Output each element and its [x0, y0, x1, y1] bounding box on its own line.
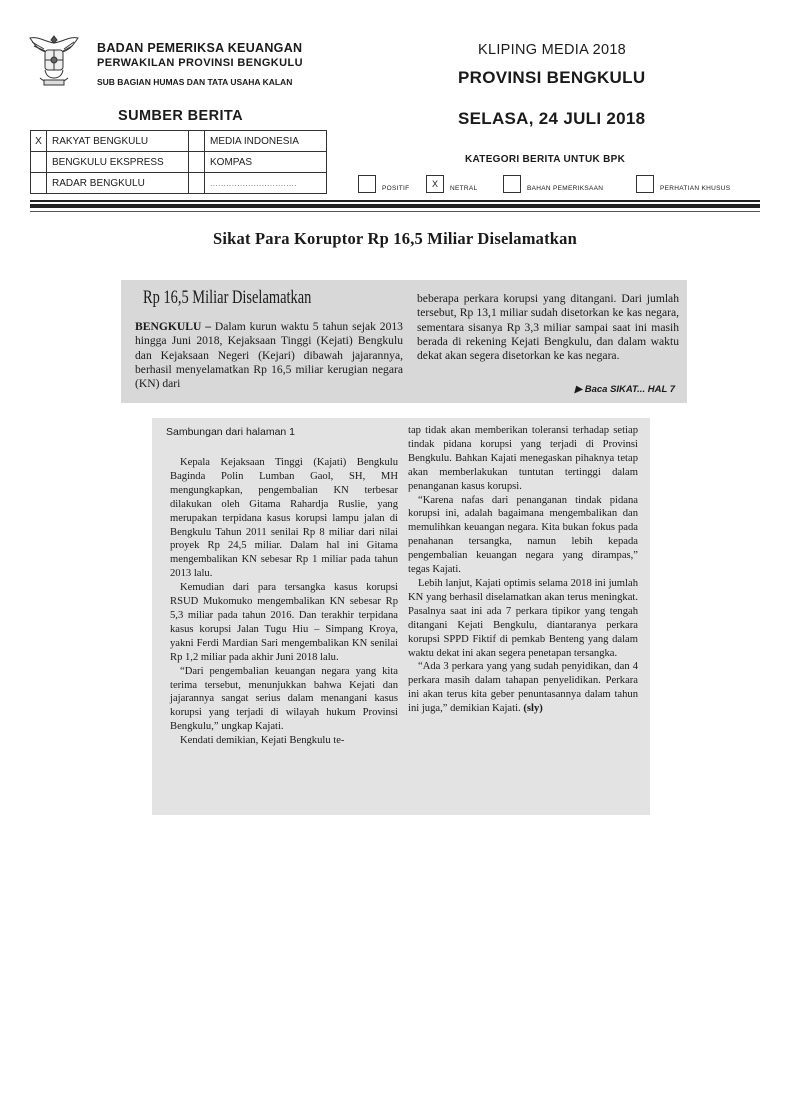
category-checkbox[interactable]: [358, 175, 376, 193]
province-title: PROVINSI BENGKULU: [458, 68, 646, 87]
source-checkbox[interactable]: X: [31, 131, 47, 152]
paragraph: Kendati demikian, Kejati Bengkulu te-: [180, 735, 345, 747]
category-label: NETRAL: [450, 185, 478, 192]
category-checkbox[interactable]: X: [426, 175, 444, 193]
front-page-clipping: [121, 280, 687, 403]
header-divider: [30, 200, 760, 202]
paragraph: Lebih lanjut, Kajati optimis selama 2018 ini jumlah KN yang berhasil diselamatkan akan terus meningkat. Pasalnya saat ini ada 7 perkara tipikor yang tengah ditangani Kejati Bengkulu, diantaranya perkara korupsi SPPD Fiktif di pemkab Benteng yang dalam waktu dekat ini akan segera penetapan tersangka.: [408, 577, 638, 659]
category-label: BAHAN PEMERIKSAAN: [527, 185, 604, 192]
category-checkbox[interactable]: [636, 175, 654, 193]
source-other-blank[interactable]: ................................: [205, 173, 327, 194]
clipping-column: [170, 456, 398, 748]
source-name: RADAR BENGKULU: [47, 173, 189, 194]
article-headline: Sikat Para Koruptor Rp 16,5 Miliar Diselamatkan: [212, 229, 577, 248]
source-checkbox[interactable]: [189, 152, 205, 173]
continued-on-text: Baca SIKAT... HAL 7: [584, 384, 675, 395]
paragraph: Kepala Kejaksaan Tinggi (Kajati) Bengkulu Baginda Polin Lumban Gaol, SH, MH mengungkapkan, pengembalian KN terbesar dilakukan oleh Gitama Rahardja Ruslie, yang merupakan terpidana kasus korupsi lampu jalan di Bengkulu Tahun 2011 senilai Rp 8 miliar dari nilai proyek Rp 24,5 miliar. Dalam hal ini Gitama mengembalikan KN sebesar Rp 1 miliar pada tahun 2013 lalu.: [170, 457, 398, 580]
paragraph: [408, 660, 638, 716]
continuation-clipping: [152, 418, 650, 815]
category-label: POSITIF: [382, 185, 410, 192]
source-name: RAKYAT BENGKULU: [47, 131, 189, 152]
continued-on-link: ▶ Baca SIKAT... HAL 7: [574, 384, 675, 395]
sources-table: [30, 130, 327, 194]
category-item-positif[interactable]: [358, 175, 409, 193]
paragraph: tap tidak akan memberikan toleransi terhadap setiap tindak pidana korupsi yang terjadi di Provinsi Bengkulu. Bahkan Kajati menegaskan pihaknya tetap akan memberlakukan tuntutan tertinggi dalam penanganan kasus korupsi.: [408, 425, 638, 492]
paragraph: “Dari pengembalian keuangan negara yang kita terima tersebut, menunjukkan bahwa Kejati dan jajarannya sangat serius dalam menangani kasus korupsi yang terjadi di wilayah hukum Provinsi Bengkulu,” ungkap Kajati.: [170, 665, 398, 733]
source-name: BENGKULU EKSPRESS: [47, 152, 189, 173]
paragraph: “Karena nafas dari penanganan tindak pidana korupsi ini, adalah bagaimana mengembalikan dan memulihkan keuangan negara. Kita bukan fokus pada penahanan tersangka, namun lebih kepada pengembalian keuangan negara yang dirampas,” tegas Kajati.: [408, 494, 638, 576]
source-checkbox[interactable]: [189, 173, 205, 194]
kliping-title: KLIPING MEDIA 2018: [478, 42, 627, 58]
source-checkbox[interactable]: [31, 173, 47, 194]
continued-from-label: Sambungan dari halaman 1: [166, 426, 296, 438]
paragraph: Kemudian dari para tersangka kasus korupsi RSUD Mukomuko mengembalikan KN sebesar Rp 5,3 miliar pada tahun 2016. Dan terakhir terpidana kasus korupsi Jalan Tugu Hiu – Simpang Kroya, yakni Ferdi Mardian Sari mengembalikan KN senilai Rp 1,2 miliar pada akhir Juni 2018 lalu.: [170, 582, 398, 663]
source-name: MEDIA INDONESIA: [205, 131, 327, 152]
source-row: [31, 131, 327, 152]
sources-title: SUMBER BERITA: [118, 108, 243, 124]
org-branch: PERWAKILAN PROVINSI BENGKULU: [97, 57, 303, 69]
paragraph-text: “Ada 3 perkara yang yang sudah penyidikan, dan 4 perkara masih dalam tahapan penyelidikan. Perkara ini akan terus kita geber penuntasannya dalam tahun ini juga,” demikian Kajati.: [408, 661, 638, 715]
category-label: PERHATIAN KHUSUS: [660, 185, 731, 192]
clipping-date: SELASA, 24 JULI 2018: [458, 109, 646, 128]
clipping-column: [408, 424, 638, 716]
clipping-column: [135, 320, 403, 391]
header-divider: [30, 204, 760, 208]
source-name: KOMPAS: [205, 152, 327, 173]
clipping-column: beberapa perkara korupsi yang ditangani. Dari jumlah tersebut, Rp 13,1 miliar sudah disetorkan ke kas negara, sementara sisanya Rp 3,3 miliar sampai saat ini masih berada di rekening Kejati Bengkulu, dan dalam waktu dekat akan segera disetorkan ke kas negara.: [417, 292, 679, 363]
clipping-kicker: Rp 16,5 Miliar Diselamatkan: [143, 288, 312, 308]
author-initials: (sly): [523, 703, 543, 715]
category-item-netral[interactable]: [426, 175, 477, 193]
source-row: [31, 152, 327, 173]
category-checkbox[interactable]: [503, 175, 521, 193]
source-checkbox[interactable]: [31, 152, 47, 173]
garuda-emblem-icon: [26, 30, 82, 88]
org-name: BADAN PEMERIKSA KEUANGAN: [97, 41, 303, 55]
source-row: [31, 173, 327, 194]
category-item-perhatian-khusus[interactable]: [636, 175, 730, 193]
org-subunit: SUB BAGIAN HUMAS DAN TATA USAHA KALAN: [97, 77, 293, 87]
category-item-bahan-pemeriksaan[interactable]: [503, 175, 603, 193]
clipping-text: Dalam kurun waktu 5 tahun sejak 2013 hingga Juni 2018, Kejaksaan Tinggi (Kejati) Bengkulu dan Kejaksaan Negeri (Kejari) dibawah jajarannya, berhasil menyelamatkan Rp 16,5 miliar kerugian negara (KN) dari: [135, 320, 403, 391]
header-divider: [30, 211, 760, 212]
source-checkbox[interactable]: [189, 131, 205, 152]
dateline: BENGKULU –: [135, 320, 212, 333]
category-title: KATEGORI BERITA UNTUK BPK: [465, 154, 626, 165]
